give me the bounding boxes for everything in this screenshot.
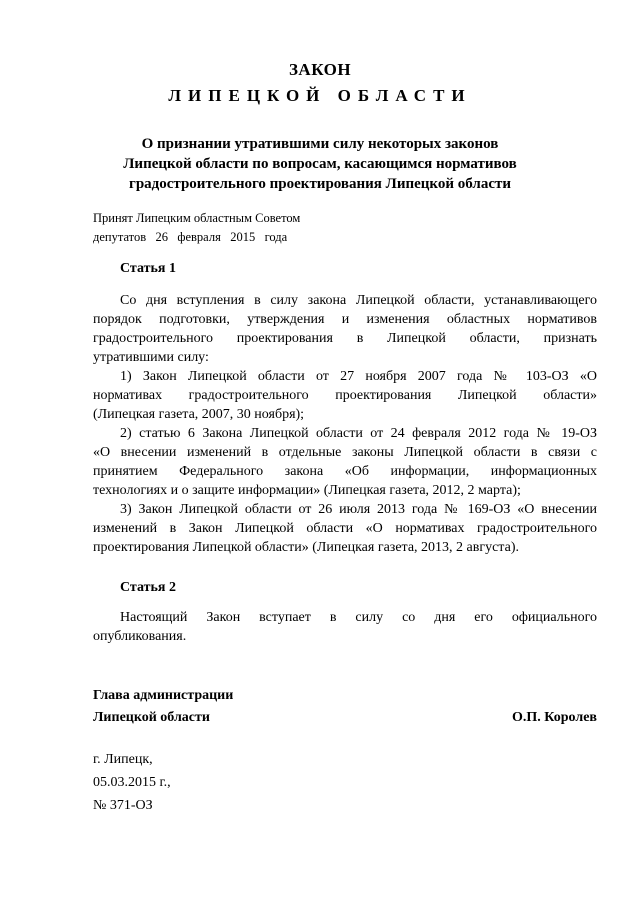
article-1-title: Статья 1	[120, 261, 176, 276]
signatory-position-line-2: Липецкой области	[93, 710, 210, 725]
article-1-item-3-line: 3) Закон Липецкой области от 26 июля 2013 года № 169-ОЗ «О внесении	[120, 502, 597, 517]
article-1-item-3-line: проектирования Липецкой области» (Липецкая газета, 2013, 2 августа).	[93, 540, 519, 555]
signatory-position-line-1: Глава администрации	[93, 688, 234, 703]
article-1-item-2-line: «О внесении изменений в отдельные законы Липецкой области в связи с	[93, 445, 597, 460]
footer-city: г. Липецк,	[93, 752, 153, 767]
footer-law-number: № 371-ОЗ	[93, 798, 153, 813]
article-1-item-2-line: принятием Федерального закона «Об информации, информационных	[93, 464, 597, 479]
article-1-intro-line: порядок подготовки, утверждения и изменения областных нормативов	[93, 312, 597, 327]
article-1-item-1-line: (Липецкая газета, 2007, 30 ноября);	[93, 407, 305, 422]
article-1-intro-line: утратившими силу:	[93, 350, 209, 365]
law-heading-line-1: О признании утратившими силу некоторых законов	[141, 136, 499, 152]
article-2-text-line: опубликования.	[93, 629, 187, 644]
article-1-intro-line: Со дня вступления в силу закона Липецкой области, устанавливающего	[120, 293, 597, 308]
article-1-item-1-line: 1) Закон Липецкой области от 27 ноября 2007 года № 103-ОЗ «О	[120, 369, 597, 384]
footer-date: 05.03.2015 г.,	[93, 775, 171, 790]
adoption-line-1: Принят Липецким областным Советом	[93, 211, 301, 225]
law-heading-line-2: Липецкой области по вопросам, касающимся нормативов	[123, 156, 517, 172]
law-title: ЗАКОН	[288, 60, 352, 79]
law-region: ЛИПЕЦКОЙ ОБЛАСТИ	[168, 86, 472, 105]
adoption-line-2: депутатов 26 февраля 2015 года	[93, 230, 288, 244]
article-2-text-line: Настоящий Закон вступает в силу со дня его официального	[120, 610, 597, 625]
article-1-item-2-line: 2) статью 6 Закона Липецкой области от 24 февраля 2012 года № 19-ОЗ	[120, 426, 597, 441]
article-2-title: Статья 2	[120, 580, 176, 595]
article-1-body	[93, 291, 597, 557]
article-1-item-1-line: нормативах градостроительного проектирования Липецкой области»	[93, 388, 597, 403]
article-1-item-2-line: технологиях и о защите информации» (Липецкая газета, 2012, 2 марта);	[93, 483, 521, 498]
article-1-intro-line: градостроительного проектирования в Липецкой области, признать	[93, 331, 597, 346]
signatory-name: О.П. Королев	[512, 710, 597, 725]
law-heading-line-3: градостроительного проектирования Липецкой области	[129, 176, 511, 192]
article-2-body	[93, 608, 597, 646]
article-1-item-3-line: изменений в Закон Липецкой области «О нормативах градостроительного	[93, 521, 597, 536]
